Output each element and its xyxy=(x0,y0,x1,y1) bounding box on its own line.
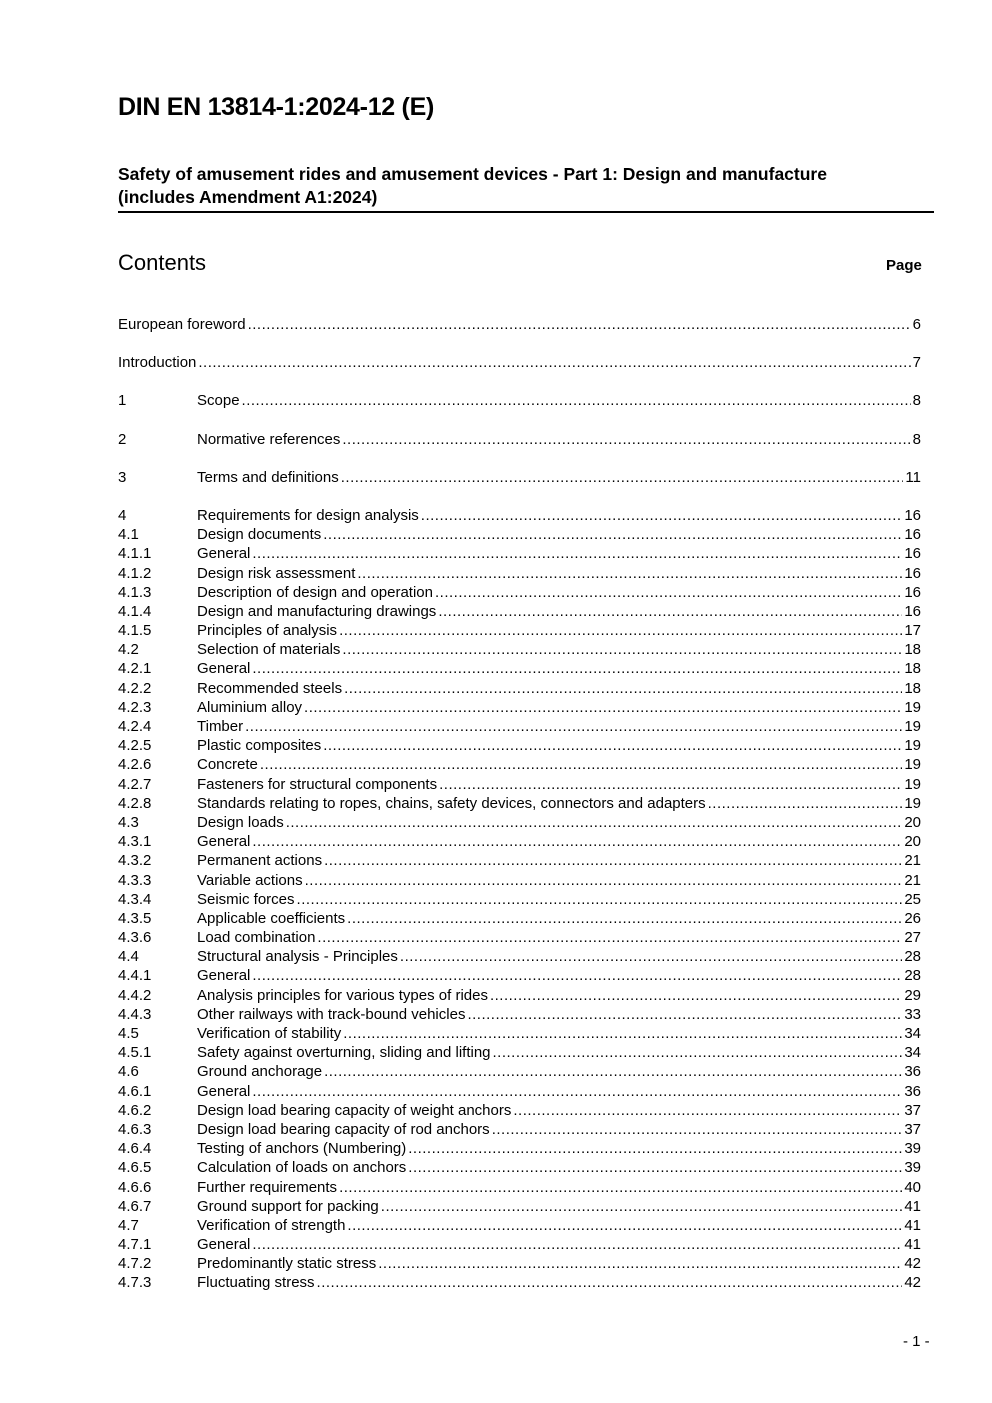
toc-entry-number: 4.6.7 xyxy=(118,1197,152,1215)
toc-entry[interactable] xyxy=(118,1024,921,1043)
toc-entry-label[interactable]: Verification of strength xyxy=(197,1216,346,1234)
toc-entry[interactable] xyxy=(118,621,921,640)
toc-entry-label[interactable]: Design risk assessment xyxy=(197,564,356,582)
footer-page-number: - 1 - xyxy=(903,1333,930,1350)
toc-entry-number: 4.1.1 xyxy=(118,545,152,563)
toc-entry-page: 42 xyxy=(904,1255,921,1273)
toc-entry-page: 40 xyxy=(904,1178,921,1196)
toc-entry-page: 20 xyxy=(904,833,921,851)
toc-entry-label[interactable]: Scope xyxy=(197,392,240,410)
toc-leader-dots xyxy=(324,1062,902,1081)
toc-entry-number: 4.7.1 xyxy=(118,1236,152,1254)
toc-entry[interactable] xyxy=(118,794,921,813)
toc-entry-label[interactable]: Plastic composites xyxy=(197,737,322,755)
toc-entry-number: 3 xyxy=(118,468,127,486)
toc-entry-number: 4.3.3 xyxy=(118,871,152,889)
toc-entry-label[interactable]: European foreword xyxy=(118,316,246,333)
toc-leader-dots xyxy=(400,947,902,966)
toc-leader-dots xyxy=(342,640,902,659)
toc-entry-label[interactable]: Terms and definitions xyxy=(197,468,339,486)
toc-entry-label[interactable]: Aluminium alloy xyxy=(197,698,303,716)
toc-entry-label[interactable]: Fasteners for structural components xyxy=(197,775,438,793)
toc-leader-dots xyxy=(708,794,903,813)
toc-entry-page: 21 xyxy=(904,871,921,889)
toc-entry-number: 4.2.3 xyxy=(118,698,152,716)
toc-entry-label[interactable]: Design documents xyxy=(197,526,322,544)
toc-entry-label[interactable]: Concrete xyxy=(197,756,258,774)
toc-entry[interactable] xyxy=(118,1139,921,1158)
toc-entry-label[interactable]: Applicable coefficients xyxy=(197,909,346,927)
toc-entry[interactable] xyxy=(118,755,921,774)
title-line-1: Safety of amusement rides and amusement devices - Part 1: Design and manufacture xyxy=(118,164,827,184)
toc-entry-label[interactable]: Structural analysis - Principles xyxy=(197,948,398,966)
toc-entry[interactable] xyxy=(118,736,921,755)
toc-entry-page: 6 xyxy=(912,316,921,333)
toc-leader-dots xyxy=(490,986,902,1005)
toc-entry-page: 8 xyxy=(912,392,921,410)
toc-entry-label[interactable]: Timber xyxy=(197,718,244,735)
toc-entry-number: 4.2.8 xyxy=(118,794,152,812)
toc-leader-dots xyxy=(252,1082,902,1101)
toc-entry-page: 19 xyxy=(904,737,921,755)
toc-leader-dots xyxy=(252,1235,902,1254)
toc-leader-dots xyxy=(324,851,902,870)
toc-leader-dots xyxy=(342,430,910,449)
toc-entry-page: 11 xyxy=(905,468,921,486)
toc-entry[interactable] xyxy=(118,391,921,410)
toc-entry-number: 4.7 xyxy=(118,1216,139,1234)
toc-entry-page: 19 xyxy=(904,775,921,793)
toc-entry[interactable] xyxy=(118,1120,921,1139)
toc-entry[interactable] xyxy=(118,564,921,583)
toc-leader-dots xyxy=(493,1043,903,1062)
toc-entry[interactable] xyxy=(118,966,921,985)
toc-entry-number: 4.6.2 xyxy=(118,1101,152,1119)
toc-entry-page: 8 xyxy=(912,430,921,448)
toc-entry-number: 4.3.2 xyxy=(118,852,152,870)
toc-entry[interactable] xyxy=(118,775,921,794)
toc-entry[interactable] xyxy=(118,928,921,947)
toc-entry-page: 19 xyxy=(904,794,921,812)
toc-entry-label[interactable]: General xyxy=(197,1082,251,1100)
toc-entry-page: 28 xyxy=(904,948,921,966)
toc-entry-page: 34 xyxy=(904,1025,921,1042)
toc-entry-number: 4.5 xyxy=(118,1025,139,1042)
contents-heading: Contents xyxy=(118,250,207,275)
toc-entry-label[interactable]: Load combination xyxy=(197,929,316,947)
toc-leader-dots xyxy=(252,966,902,985)
toc-entry-page: 41 xyxy=(904,1197,921,1215)
toc-leader-dots xyxy=(248,315,911,334)
toc-entry-page: 39 xyxy=(904,1140,921,1158)
toc-leader-dots xyxy=(344,679,902,698)
toc-leader-dots xyxy=(252,832,902,851)
toc-entry-number: 4.2.2 xyxy=(118,679,152,697)
toc-entry[interactable] xyxy=(118,430,921,449)
toc-leader-dots xyxy=(305,871,903,890)
toc-entry-page: 37 xyxy=(904,1120,921,1138)
toc-entry[interactable] xyxy=(118,851,921,870)
toc-entry-label[interactable]: General xyxy=(197,967,251,985)
toc-entry-number: 4.2.5 xyxy=(118,737,152,755)
toc-entry-label[interactable]: Other railways with track-bound vehicles xyxy=(197,1005,466,1023)
toc-entry-page: 16 xyxy=(904,583,921,601)
toc-entry-page: 37 xyxy=(904,1101,921,1119)
toc-entry-label[interactable]: Ground anchorage xyxy=(197,1063,323,1081)
toc-entry-page: 26 xyxy=(904,909,921,927)
toc-entry[interactable] xyxy=(118,468,921,487)
toc-entry-number: 1 xyxy=(118,392,127,410)
toc-entry-number: 4.7.3 xyxy=(118,1274,152,1292)
toc-leader-dots xyxy=(343,1024,902,1043)
toc-entry-label[interactable]: Selection of materials xyxy=(197,641,341,659)
toc-leader-dots xyxy=(347,1216,902,1235)
toc-entry-page: 29 xyxy=(904,986,921,1004)
toc-entry[interactable] xyxy=(118,1235,921,1254)
toc-entry-number: 4.6.4 xyxy=(118,1140,152,1158)
toc-leader-dots xyxy=(286,813,903,832)
toc-entry-page: 33 xyxy=(904,1005,921,1023)
toc-leader-dots xyxy=(339,1178,902,1197)
toc-leader-dots xyxy=(347,909,902,928)
toc-entry-number: 4.3.4 xyxy=(118,890,152,908)
toc-entry-label[interactable]: Safety against overturning, sliding and lifting xyxy=(197,1044,491,1062)
toc-leader-dots xyxy=(317,928,902,947)
toc-entry-number: 4.4.3 xyxy=(118,1005,152,1023)
toc-entry-number: 4.2 xyxy=(118,641,139,659)
toc-leader-dots xyxy=(435,583,902,602)
toc-entry-label[interactable]: Design load bearing capacity of weight anchors xyxy=(197,1101,512,1119)
toc-leader-dots xyxy=(339,621,902,640)
toc-entry-number: 4.4 xyxy=(118,948,139,966)
toc-entry-number: 4.6.1 xyxy=(118,1082,152,1100)
toc-entry-page: 18 xyxy=(904,641,921,659)
toc-entry[interactable] xyxy=(118,525,921,544)
toc-entry-number: 2 xyxy=(118,430,127,448)
toc-leader-dots xyxy=(317,1273,903,1292)
toc-entry[interactable] xyxy=(118,1082,921,1101)
toc-leader-dots xyxy=(260,755,902,774)
toc-entry-number: 4.3.1 xyxy=(118,833,152,851)
toc-entry[interactable] xyxy=(118,698,921,717)
toc-entry-page: 25 xyxy=(904,890,921,908)
toc-entry[interactable] xyxy=(118,871,921,890)
toc-entry[interactable] xyxy=(118,659,921,678)
toc-leader-dots xyxy=(421,506,903,525)
toc-entry-page: 20 xyxy=(904,813,921,831)
toc-leader-dots xyxy=(341,468,904,487)
toc-entry-number: 4.1.2 xyxy=(118,564,152,582)
toc-leader-dots xyxy=(439,775,902,794)
toc-entry-page: 19 xyxy=(904,718,921,735)
toc-entry-page: 19 xyxy=(904,698,921,716)
toc-entry[interactable] xyxy=(118,1216,921,1235)
toc-entry[interactable] xyxy=(118,1158,921,1177)
toc-entry[interactable] xyxy=(118,947,921,966)
toc-entry-page: 42 xyxy=(904,1274,921,1292)
toc-entry-label[interactable]: Description of design and operation xyxy=(197,583,433,601)
toc-entry[interactable] xyxy=(118,717,921,736)
toc-entry-label[interactable]: Recommended steels xyxy=(197,679,343,697)
toc-entry[interactable] xyxy=(118,890,921,909)
toc-entry[interactable] xyxy=(118,583,921,602)
toc-entry-page: 36 xyxy=(904,1063,921,1081)
toc-entry-number: 4.1.5 xyxy=(118,622,152,640)
toc-entry[interactable] xyxy=(118,602,921,621)
toc-entry[interactable] xyxy=(118,986,921,1005)
toc-entry-page: 19 xyxy=(904,756,921,774)
toc-entry-number: 4.3.5 xyxy=(118,909,152,927)
toc-leader-dots xyxy=(297,890,903,909)
toc-entry-label[interactable]: Introduction xyxy=(118,354,197,372)
toc-entry-page: 21 xyxy=(904,852,921,870)
toc-entry[interactable] xyxy=(118,640,921,659)
toc-leader-dots xyxy=(252,659,902,678)
toc-entry-number: 4.1.4 xyxy=(118,602,152,620)
toc-entry-page: 16 xyxy=(904,564,921,582)
toc-entry[interactable] xyxy=(118,315,921,334)
toc-entry[interactable] xyxy=(118,544,921,563)
toc-leader-dots xyxy=(323,525,902,544)
toc-entry-number: 4.2.7 xyxy=(118,775,152,793)
toc-leader-dots xyxy=(357,564,902,583)
toc-leader-dots xyxy=(242,391,911,410)
toc-leader-dots xyxy=(408,1158,902,1177)
toc-leader-dots xyxy=(408,1139,902,1158)
toc-entry-number: 4.3.6 xyxy=(118,929,152,947)
toc-entry[interactable] xyxy=(118,1197,921,1216)
toc-entry-label[interactable]: Further requirements xyxy=(197,1178,338,1196)
toc-entry-number: 4.2.1 xyxy=(118,660,152,678)
toc-entry-number: 4.4.1 xyxy=(118,967,152,985)
toc-leader-dots xyxy=(323,736,902,755)
toc-entry-page: 41 xyxy=(904,1216,921,1234)
toc-entry-number: 4.6 xyxy=(118,1063,139,1081)
toc-entry-label[interactable]: General xyxy=(197,1236,251,1254)
toc-entry[interactable] xyxy=(118,506,921,525)
toc-entry[interactable] xyxy=(118,1005,921,1024)
toc-entry-page: 27 xyxy=(904,929,921,947)
toc-leader-dots xyxy=(438,602,902,621)
toc-entry-number: 4.1 xyxy=(118,526,139,544)
toc-entry[interactable] xyxy=(118,1062,921,1081)
toc-entry-label[interactable]: Fluctuating stress xyxy=(197,1274,315,1292)
toc-entry-page: 16 xyxy=(904,526,921,544)
toc-entry-number: 4.6.6 xyxy=(118,1178,152,1196)
toc-entry-label[interactable]: Requirements for design analysis xyxy=(197,506,419,524)
toc-entry-label[interactable]: Variable actions xyxy=(197,871,303,889)
toc-leader-dots xyxy=(381,1197,903,1216)
toc-entry[interactable] xyxy=(118,1043,921,1062)
toc-entry-page: 16 xyxy=(904,506,921,524)
toc-entry-number: 4.3 xyxy=(118,813,139,831)
toc-entry-page: 41 xyxy=(904,1236,921,1254)
toc-entry-number: 4 xyxy=(118,506,127,524)
title-line-2: (includes Amendment A1:2024) xyxy=(118,187,378,207)
toc-entry-label[interactable]: General xyxy=(197,833,251,851)
toc-entry-label[interactable]: General xyxy=(197,660,251,678)
toc-entry-label[interactable]: General xyxy=(197,545,251,563)
toc-entry-page: 39 xyxy=(904,1159,921,1177)
toc-entry-number: 4.4.2 xyxy=(118,986,152,1004)
toc-entry-page: 36 xyxy=(904,1082,921,1100)
toc-entry-number: 4.1.3 xyxy=(118,583,152,601)
table-of-contents xyxy=(118,315,921,1293)
toc-entry-page: 28 xyxy=(904,967,921,985)
toc-entry-page: 16 xyxy=(904,545,921,563)
toc-entry-label[interactable]: Design load bearing capacity of rod anchors xyxy=(197,1120,490,1138)
document-id: DIN EN 13814-1:2024-12 (E) xyxy=(118,93,434,121)
toc-entry-number: 4.5.1 xyxy=(118,1044,152,1062)
toc-entry-label[interactable]: Testing of anchors (Numbering) xyxy=(197,1140,407,1158)
document-title xyxy=(118,163,934,213)
toc-entry-page: 18 xyxy=(904,660,921,678)
toc-entry-label[interactable]: Calculation of loads on anchors xyxy=(197,1159,407,1177)
toc-entry[interactable] xyxy=(118,679,921,698)
toc-entry-label[interactable]: Ground support for packing xyxy=(197,1197,379,1215)
toc-leader-dots xyxy=(198,353,910,372)
toc-entry-label[interactable]: Predominantly static stress xyxy=(197,1255,377,1273)
toc-leader-dots xyxy=(513,1101,902,1120)
toc-entry[interactable] xyxy=(118,1254,921,1273)
toc-entry[interactable] xyxy=(118,813,921,832)
toc-leader-dots xyxy=(304,698,902,717)
toc-entry-label[interactable]: Design loads xyxy=(197,813,284,831)
toc-entry-page: 18 xyxy=(904,679,921,697)
toc-entry-label[interactable]: Verification of stability xyxy=(197,1025,342,1042)
toc-entry[interactable] xyxy=(118,1101,921,1120)
toc-entry-number: 4.2.6 xyxy=(118,756,152,774)
toc-entry-label[interactable]: Normative references xyxy=(197,430,341,448)
toc-leader-dots xyxy=(492,1120,903,1139)
toc-leader-dots xyxy=(245,717,902,736)
toc-entry-page: 17 xyxy=(904,622,921,640)
toc-leader-dots xyxy=(378,1254,902,1273)
toc-entry[interactable] xyxy=(118,1273,921,1292)
toc-entry[interactable] xyxy=(118,353,921,372)
toc-entry-label[interactable]: Permanent actions xyxy=(197,852,323,870)
toc-entry[interactable] xyxy=(118,1178,921,1197)
toc-entry-number: 4.2.4 xyxy=(118,718,152,735)
toc-entry-page: 7 xyxy=(912,354,921,372)
toc-entry[interactable] xyxy=(118,832,921,851)
toc-entry-number: 4.6.5 xyxy=(118,1159,152,1177)
toc-leader-dots xyxy=(467,1005,902,1024)
toc-entry-label[interactable]: Standards relating to ropes, chains, safety devices, connectors and adapters xyxy=(197,794,706,812)
toc-entry-label[interactable]: Principles of analysis xyxy=(197,622,338,640)
toc-entry-page: 34 xyxy=(904,1044,921,1062)
page-column-label: Page xyxy=(886,257,922,274)
toc-entry-page: 16 xyxy=(904,602,921,620)
toc-entry-label[interactable]: Seismic forces xyxy=(197,890,295,908)
toc-leader-dots xyxy=(252,544,902,563)
toc-entry-number: 4.6.3 xyxy=(118,1120,152,1138)
toc-entry-label[interactable]: Analysis principles for various types of rides xyxy=(197,986,488,1004)
toc-entry-label[interactable]: Design and manufacturing drawings xyxy=(197,602,437,620)
toc-entry[interactable] xyxy=(118,909,921,928)
toc-entry-number: 4.7.2 xyxy=(118,1255,152,1273)
